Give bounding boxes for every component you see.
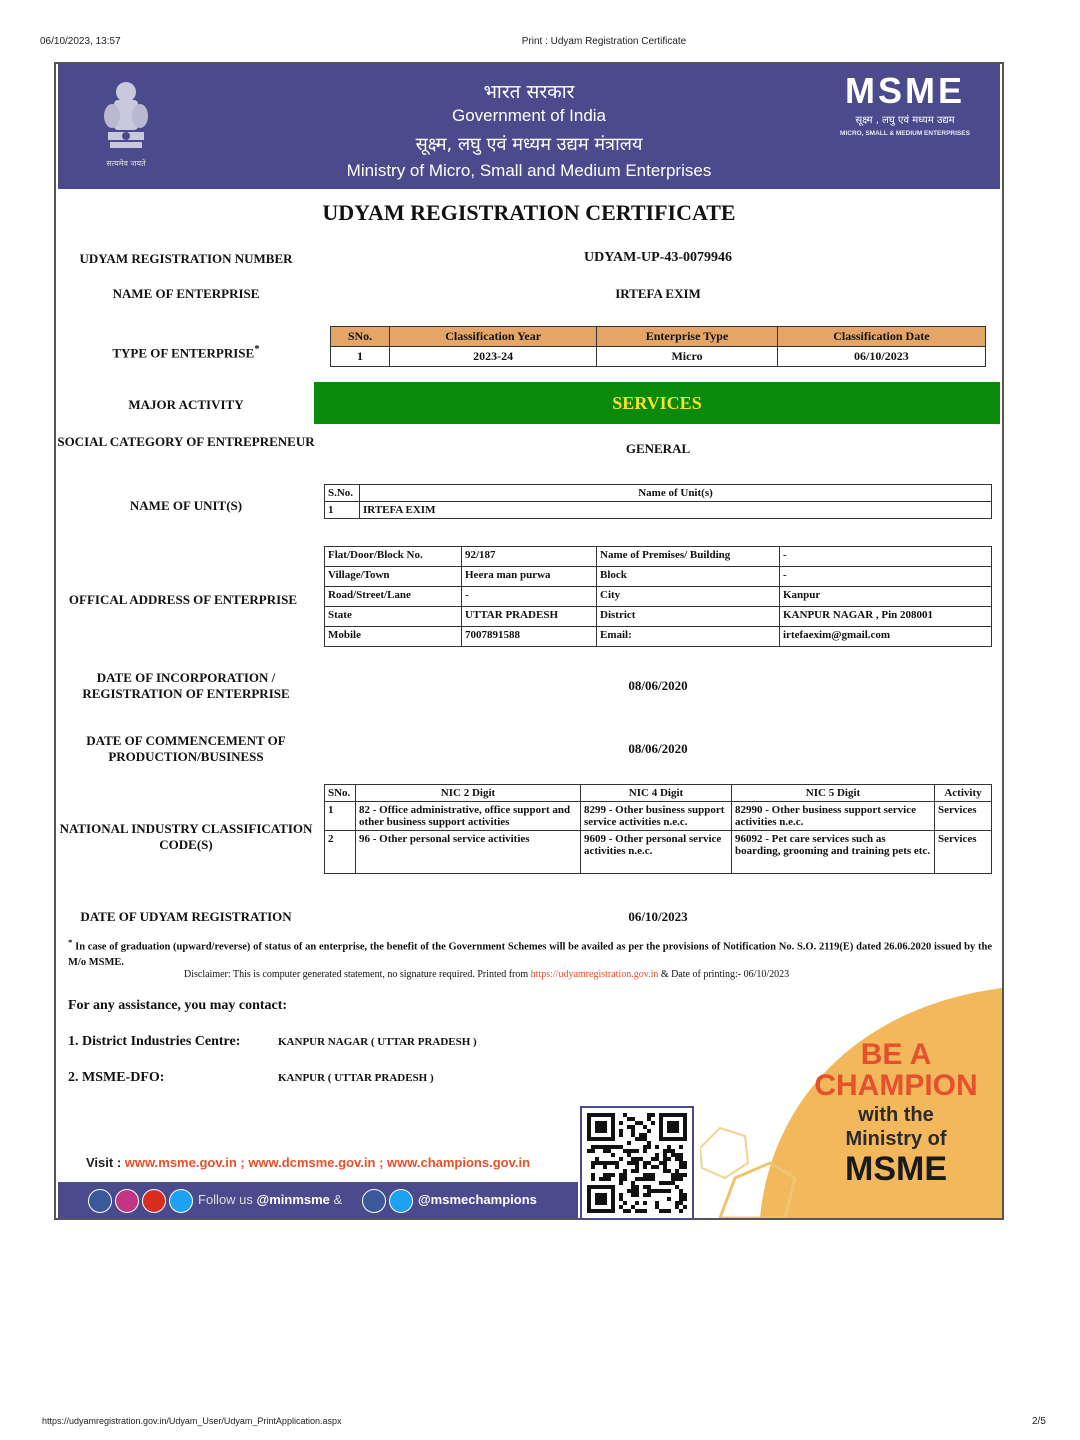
champion-line4: Ministry of <box>845 1128 947 1150</box>
address-row <box>325 587 992 607</box>
social-category-value: GENERAL <box>625 441 691 456</box>
nic-row <box>325 802 992 831</box>
address-key: District <box>597 607 780 627</box>
email-value: irtefaexim@gmail.com <box>780 627 992 647</box>
qr-code-icon[interactable] <box>580 1106 694 1220</box>
udyam-date-label: DATE OF UDYAM REGISTRATION <box>80 909 292 924</box>
msme-logo-english: MICRO, SMALL & MEDIUM ENTERPRISES <box>840 130 970 137</box>
address-table <box>324 546 992 647</box>
visit-label: Visit : <box>86 1155 122 1170</box>
nic-header-sno: SNo. <box>325 785 356 802</box>
government-of-india: Government of India <box>451 106 607 125</box>
nic-cell: 82990 - Other business support service activities n.e.c. <box>732 802 935 831</box>
class-header-date: Classification Date <box>777 327 985 347</box>
units-table <box>324 484 992 519</box>
class-cell-sno: 1 <box>331 347 390 367</box>
address-value: 7007891588 <box>462 627 597 647</box>
classification-table <box>330 326 986 367</box>
msme-logo-hindi: सूक्ष्म , लघु एवं मध्यम उद्यम <box>855 115 955 126</box>
contact-heading: For any assistance, you may contact: <box>68 998 288 1013</box>
instagram-icon[interactable] <box>115 1189 139 1213</box>
visit-links[interactable]: www.msme.gov.in ; www.dcmsme.gov.in ; www.champions.gov.in <box>124 1155 531 1170</box>
page-number: 2/5 <box>1032 1416 1046 1427</box>
udyam-date-value: 06/10/2023 <box>628 909 688 924</box>
address-key: City <box>597 587 780 607</box>
address-value: Kanpur <box>780 587 992 607</box>
incorporation-value: 08/06/2020 <box>628 678 688 693</box>
address-value: - <box>780 547 992 567</box>
address-key: State <box>325 607 462 627</box>
address-row <box>325 627 992 647</box>
print-url: https://udyamregistration.gov.in/Udyam_User/Udyam_PrintApplication.aspx <box>42 1416 342 1426</box>
reg-number-label: UDYAM REGISTRATION NUMBER <box>79 251 293 266</box>
twitter-icon[interactable] <box>389 1189 413 1213</box>
handle-msmechampions[interactable]: @msmechampions <box>418 1192 537 1207</box>
address-key: Block <box>597 567 780 587</box>
address-value: 92/187 <box>462 547 597 567</box>
class-cell-date: 06/10/2023 <box>777 347 985 367</box>
champion-line2: CHAMPION <box>814 1069 978 1102</box>
hindi-ministry: सूक्ष्म, लघु एवं मध्यम उद्यम मंत्रालय <box>415 134 643 155</box>
commencement-label: DATE OF COMMENCEMENT OF PRODUCTION/BUSINESS <box>86 733 286 764</box>
disclaimer-prefix: Disclaimer: This is computer generated statement, no signature required. Printed from <box>184 969 529 980</box>
nic-row <box>325 831 992 874</box>
ministry-banner <box>58 64 1000 189</box>
dfo-label: 2. MSME-DFO: <box>68 1070 165 1085</box>
commencement-value: 08/06/2020 <box>628 741 688 756</box>
nic-header-4digit: NIC 4 Digit <box>581 785 732 802</box>
address-value: - <box>780 567 992 587</box>
address-key: Village/Town <box>325 567 462 587</box>
follow-amp: & <box>333 1192 343 1207</box>
address-key: Email: <box>597 627 780 647</box>
dfo-value: KANPUR ( UTTAR PRADESH ) <box>278 1072 434 1084</box>
units-header-sno: S.No. <box>325 485 360 502</box>
class-cell-type: Micro <box>597 347 777 367</box>
address-value: UTTAR PRADESH <box>462 607 597 627</box>
social-category-label: SOCIAL CATEGORY OF ENTREPRENEUR <box>57 434 315 449</box>
champion-line3: with the <box>858 1104 934 1126</box>
ministry-name: Ministry of Micro, Small and Medium Enterprises <box>346 161 712 180</box>
nic-cell: 2 <box>325 831 356 874</box>
champion-line5: MSME <box>845 1150 947 1188</box>
disclaimer <box>184 969 1004 980</box>
type-label-text: TYPE OF ENTERPRISE <box>112 345 255 361</box>
dic-value: KANPUR NAGAR ( UTTAR PRADESH ) <box>278 1036 477 1048</box>
address-key: Name of Premises/ Building <box>597 547 780 567</box>
follow-line <box>198 1192 342 1207</box>
class-header-year: Classification Year <box>390 327 597 347</box>
class-header-type: Enterprise Type <box>597 327 777 347</box>
nic-label: NATIONAL INDUSTRY CLASSIFICATION CODE(S) <box>59 821 313 852</box>
nic-cell: 1 <box>325 802 356 831</box>
type-label-star: * <box>254 343 260 355</box>
disclaimer-link[interactable]: https://udyamregistration.gov.in <box>530 969 659 980</box>
address-row <box>325 607 992 627</box>
address-row <box>325 547 992 567</box>
address-value: Heera man purwa <box>462 567 597 587</box>
facebook-icon[interactable] <box>88 1189 112 1213</box>
visit-line <box>86 1155 530 1170</box>
disclaimer-suffix: & Date of printing:- 06/10/2023 <box>660 969 790 980</box>
nic-cell: 96 - Other personal service activities <box>356 831 581 874</box>
address-label: OFFICAL ADDRESS OF ENTERPRISE <box>68 592 298 607</box>
follow-prefix: Follow us <box>198 1192 253 1207</box>
print-datetime: 06/10/2023, 13:57 <box>40 36 121 47</box>
champion-line1: BE A <box>860 1038 932 1071</box>
dic-label: 1. District Industries Centre: <box>68 1034 241 1049</box>
graduation-note <box>68 935 992 970</box>
champion-graphic <box>700 988 1002 1218</box>
emblem-caption: सत्यमेव जयते <box>106 159 146 168</box>
nic-header-activity: Activity <box>935 785 992 802</box>
class-header-sno: SNo. <box>331 327 390 347</box>
nic-header-2digit: NIC 2 Digit <box>356 785 581 802</box>
incorporation-label: DATE OF INCORPORATION / REGISTRATION OF ENTERPRISE <box>82 670 290 701</box>
nic-cell: 8299 - Other business support service activities n.e.c. <box>581 802 732 831</box>
youtube-icon[interactable] <box>142 1189 166 1213</box>
address-value: KANPUR NAGAR , Pin 208001 <box>780 607 992 627</box>
address-key: Mobile <box>325 627 462 647</box>
units-label: NAME OF UNIT(S) <box>129 498 243 513</box>
facebook-icon[interactable] <box>362 1189 386 1213</box>
nic-cell: 82 - Office administrative, office support and other business support activities <box>356 802 581 831</box>
units-cell-name: IRTEFA EXIM <box>360 502 992 519</box>
enterprise-name-label: NAME OF ENTERPRISE <box>112 286 260 301</box>
major-activity-label: MAJOR ACTIVITY <box>128 397 244 412</box>
class-cell-year: 2023-24 <box>390 347 597 367</box>
hindi-government: भारत सरकार <box>483 81 575 103</box>
address-key: Road/Street/Lane <box>325 587 462 607</box>
address-value: - <box>462 587 597 607</box>
graduation-text: In case of graduation (upward/reverse) of status of an enterprise, the benefit of the Government Schemes will be availed as per the provisions of Notification No. S.O. 2119(E) dated 26.06.2020 issued by the M/o MSME. <box>68 941 992 968</box>
units-header-name: Name of Unit(s) <box>360 485 992 502</box>
nic-table <box>324 784 992 874</box>
nic-cell: 96092 - Pet care services such as boarding, grooming and training pets etc. <box>732 831 935 874</box>
major-activity-value: SERVICES <box>314 382 1000 424</box>
certificate-title: UDYAM REGISTRATION CERTIFICATE <box>322 200 736 225</box>
handle-minmsme[interactable]: @minmsme <box>256 1192 330 1207</box>
graduation-star: * <box>68 937 73 947</box>
type-label <box>56 343 316 361</box>
address-key: Flat/Door/Block No. <box>325 547 462 567</box>
address-row <box>325 567 992 587</box>
print-title: Print : Udyam Registration Certificate <box>521 36 687 47</box>
msme-logo: MSME <box>845 70 965 111</box>
nic-cell: 9609 - Other personal service activities n.e.c. <box>581 831 732 874</box>
reg-number-value: UDYAM-UP-43-0079946 <box>583 250 733 265</box>
enterprise-name-value: IRTEFA EXIM <box>615 286 701 301</box>
nic-cell: Services <box>935 802 992 831</box>
nic-cell: Services <box>935 831 992 874</box>
social-footer-bar <box>58 1182 578 1218</box>
units-cell-sno: 1 <box>325 502 360 519</box>
twitter-icon[interactable] <box>169 1189 193 1213</box>
nic-header-5digit: NIC 5 Digit <box>732 785 935 802</box>
